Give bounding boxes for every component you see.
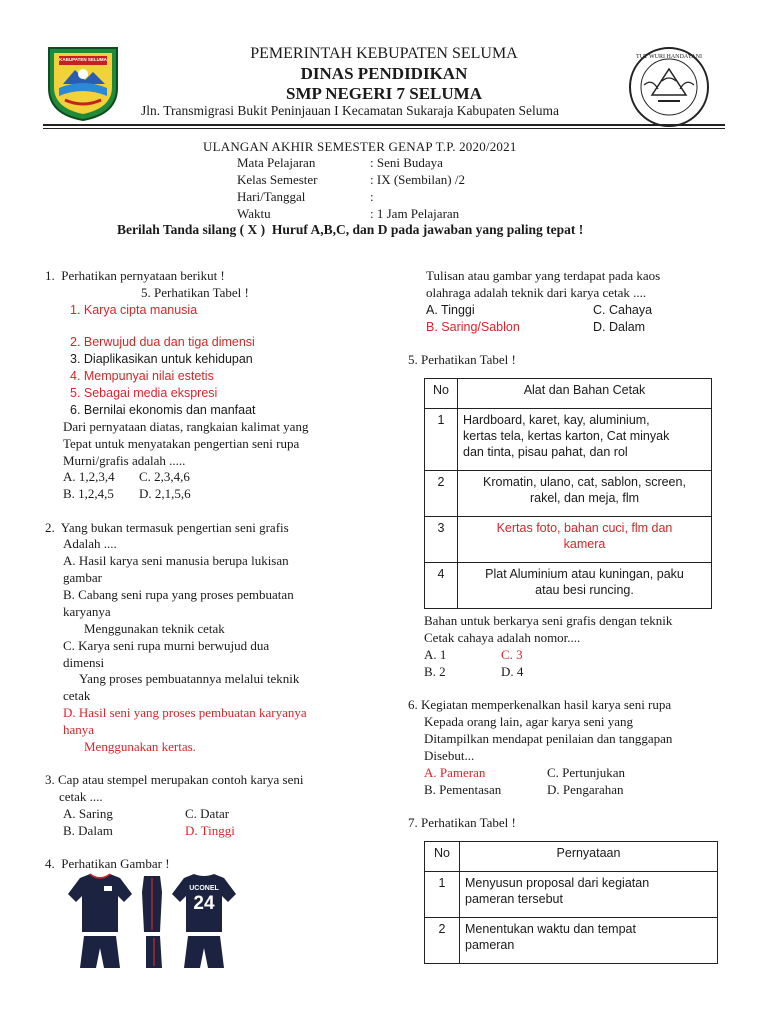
row-no: 4 xyxy=(425,563,458,609)
q2-line: Adalah .... xyxy=(63,536,117,551)
exam-instruction: Berilah Tanda silang ( X ) Huruf A,B,C, dan D pada jawaban yang paling tepat ! xyxy=(117,222,584,237)
q5-table xyxy=(424,378,712,609)
q3-option-a: A. Saring xyxy=(63,806,113,821)
q6-line-2: Kepada orang lain, agar karya seni yang xyxy=(424,714,633,729)
table-header-row xyxy=(425,379,712,409)
q2-line: cetak xyxy=(63,688,91,703)
row-text-line: kamera xyxy=(563,537,606,551)
table-row xyxy=(425,409,712,471)
field-value-date: : xyxy=(370,189,374,204)
row-text-line: rakel, dan meja, flm xyxy=(529,491,640,505)
row-no: 1 xyxy=(425,872,460,918)
q5-option-c: C. 3 xyxy=(501,647,523,662)
exam-title: ULANGAN AKHIR SEMESTER GENAP T.P. 2020/2021 xyxy=(203,139,517,154)
row-text-line: dan tinta, pisau pahat, dan rol xyxy=(463,445,628,459)
q6-option-a: A. Pameran xyxy=(424,765,486,780)
q3-stem-line-2: cetak .... xyxy=(59,789,103,804)
header-divider-thin xyxy=(43,128,725,129)
field-value-subject: : Seni Budaya xyxy=(370,155,443,170)
q2-line: dimensi xyxy=(63,655,105,670)
q4-option-c: C. Cahaya xyxy=(593,303,653,317)
q6-line-4: Disebut... xyxy=(424,748,475,763)
row-text-line: Plat Aluminium atau kuningan, paku xyxy=(485,567,684,581)
q2-line: Yang proses pembuatannya melalui teknik xyxy=(79,671,300,686)
q1-sub: 5. Perhatikan Tabel ! xyxy=(141,285,249,300)
table-row xyxy=(425,563,712,609)
q5-option-b: B. 2 xyxy=(424,664,446,679)
q1-question-line-2: Tepat untuk menyatakan pengertian seni rupa xyxy=(63,436,300,451)
logo-left-text: KABUPATEN SELUMA xyxy=(59,57,107,62)
row-text-line: Kertas foto, bahan cuci, flm dan xyxy=(496,521,673,535)
row-text-line: Menentukan waktu dan tempat xyxy=(465,922,636,936)
q5-stem: 5. Perhatikan Tabel ! xyxy=(408,352,516,367)
field-label-date: Hari/Tanggal xyxy=(237,189,306,204)
q6-option-b: B. Pementasan xyxy=(424,782,502,797)
row-no: 2 xyxy=(425,918,460,964)
header-line-3: SMP NEGERI 7 SELUMA xyxy=(286,84,482,103)
q7-table xyxy=(424,841,718,964)
table-header-no: No xyxy=(425,379,458,409)
q2-line: hanya xyxy=(63,722,95,737)
q2-option-c: C. Karya seni rupa murni berwujud dua xyxy=(63,638,270,653)
table-row xyxy=(425,517,712,563)
q5-question-line-1: Bahan untuk berkarya seni grafis dengan teknik xyxy=(424,613,673,628)
q4-option-b: B. Saring/Sablon xyxy=(426,320,520,334)
row-no: 1 xyxy=(425,409,458,471)
q1-item-6: 6. Bernilai ekonomis dan manfaat xyxy=(70,403,256,417)
q1-question-line-3: Murni/grafis adalah ..... xyxy=(63,453,186,468)
q1-item-2: 2. Berwujud dua dan tiga dimensi xyxy=(70,335,255,349)
field-label-subject: Mata Pelajaran xyxy=(237,155,316,170)
field-label-class: Kelas Semester xyxy=(237,172,318,187)
q2-option-b: B. Cabang seni rupa yang proses pembuatan xyxy=(63,587,294,602)
q1-option-b: B. 1,2,4,5 xyxy=(63,486,114,501)
q2-line: gambar xyxy=(63,570,102,585)
q4-option-a: A. Tinggi xyxy=(426,303,475,317)
table-header-no: No xyxy=(425,842,460,872)
field-label-time: Waktu xyxy=(237,206,271,221)
q2-option-d: D. Hasil seni yang proses pembuatan karyanya xyxy=(63,705,307,720)
q1-item-5: 5. Sebagai media ekspresi xyxy=(70,386,218,400)
field-value-class: : IX (Sembilan) /2 xyxy=(370,172,465,187)
jersey-name: UCONEL xyxy=(189,885,219,892)
q3-option-b: B. Dalam xyxy=(63,823,113,838)
table-header-row xyxy=(425,842,718,872)
row-text xyxy=(458,471,712,517)
jersey-number: 24 xyxy=(193,893,215,914)
table-row xyxy=(425,918,718,964)
table-header-title: Alat dan Bahan Cetak xyxy=(458,379,712,409)
table-header-title: Pernyataan xyxy=(460,842,718,872)
row-text-line: Menyusun proposal dari kegiatan xyxy=(465,876,650,890)
q6-option-c: C. Pertunjukan xyxy=(547,765,625,780)
table-row xyxy=(425,872,718,918)
header-address: Jln. Transmigrasi Bukit Peninjauan I Kecamatan Sukaraja Kabupaten Seluma xyxy=(141,103,560,118)
q3-stem-line-1: 3. Cap atau stempel merupakan contoh karya seni xyxy=(45,772,304,787)
q3-option-c: C. Datar xyxy=(185,806,230,821)
field-value-time: : 1 Jam Pelajaran xyxy=(370,206,460,221)
q3-option-d: D. Tinggi xyxy=(185,823,235,838)
q6-line-1: 6. Kegiatan memperkenalkan hasil karya seni rupa xyxy=(408,697,672,712)
q1-item-3: 3. Diaplikasikan untuk kehidupan xyxy=(70,352,253,366)
q1-stem: 1. Perhatikan pernyataan berikut ! xyxy=(45,268,225,283)
q1-option-a: A. 1,2,3,4 xyxy=(63,469,115,484)
table-row xyxy=(425,471,712,517)
q5-question-line-2: Cetak cahaya adalah nomor.... xyxy=(424,630,581,645)
q2-stem: 2. Yang bukan termasuk pengertian seni grafis xyxy=(45,520,289,535)
q5-option-d: D. 4 xyxy=(501,664,524,679)
q4-cont-line-1: Tulisan atau gambar yang terdapat pada kaos xyxy=(426,268,661,283)
q6-option-d: D. Pengarahan xyxy=(547,782,624,797)
row-text-line: pameran tersebut xyxy=(465,892,563,906)
q1-item-1: 1. Karya cipta manusia xyxy=(70,303,198,317)
row-text xyxy=(460,918,718,964)
q1-option-d: D. 2,1,5,6 xyxy=(139,486,191,501)
q1-option-c: C. 2,3,4,6 xyxy=(139,469,190,484)
row-text-line: Hardboard, karet, kay, aluminium, xyxy=(463,413,650,427)
logo-right-text: TUT WURI HANDAYANI xyxy=(636,54,702,60)
q2-line: karyanya xyxy=(63,604,111,619)
row-no: 2 xyxy=(425,471,458,517)
q4-option-d: D. Dalam xyxy=(593,320,646,334)
q5-option-a: A. 1 xyxy=(424,647,447,662)
q6-line-3: Ditampilkan mendapat penilaian dan tanggapan xyxy=(424,731,673,746)
row-text-line: kertas tela, kertas karton, Cat minyak xyxy=(463,429,670,443)
row-text xyxy=(460,872,718,918)
q4-cont-line-2: olahraga adalah teknik dari karya cetak .... xyxy=(426,285,647,300)
header-line-2: DINAS PENDIDIKAN xyxy=(300,64,468,83)
row-text xyxy=(458,517,712,563)
q1-item-4: 4. Mempunyai nilai estetis xyxy=(70,369,214,383)
q2-line: Menggunakan teknik cetak xyxy=(84,621,225,636)
row-text-line: Kromatin, ulano, cat, sablon, screen, xyxy=(483,475,686,489)
row-text-line: atau besi runcing. xyxy=(535,583,634,597)
header-divider xyxy=(43,124,725,126)
q2-option-a: A. Hasil karya seni manusia berupa lukisan xyxy=(63,553,289,568)
q4-stem: 4. Perhatikan Gambar ! xyxy=(45,856,170,871)
q1-question-line-1: Dari pernyataan diatas, rangkaian kalimat yang xyxy=(63,419,309,434)
row-text xyxy=(458,563,712,609)
row-text-line: pameran xyxy=(465,938,515,952)
q7-stem: 7. Perhatikan Tabel ! xyxy=(408,815,516,830)
header-line-1: PEMERINTAH KEBUPATEN SELUMA xyxy=(250,45,518,62)
q2-line: Menggunakan kertas. xyxy=(84,739,196,754)
row-text xyxy=(458,409,712,471)
row-no: 3 xyxy=(425,517,458,563)
